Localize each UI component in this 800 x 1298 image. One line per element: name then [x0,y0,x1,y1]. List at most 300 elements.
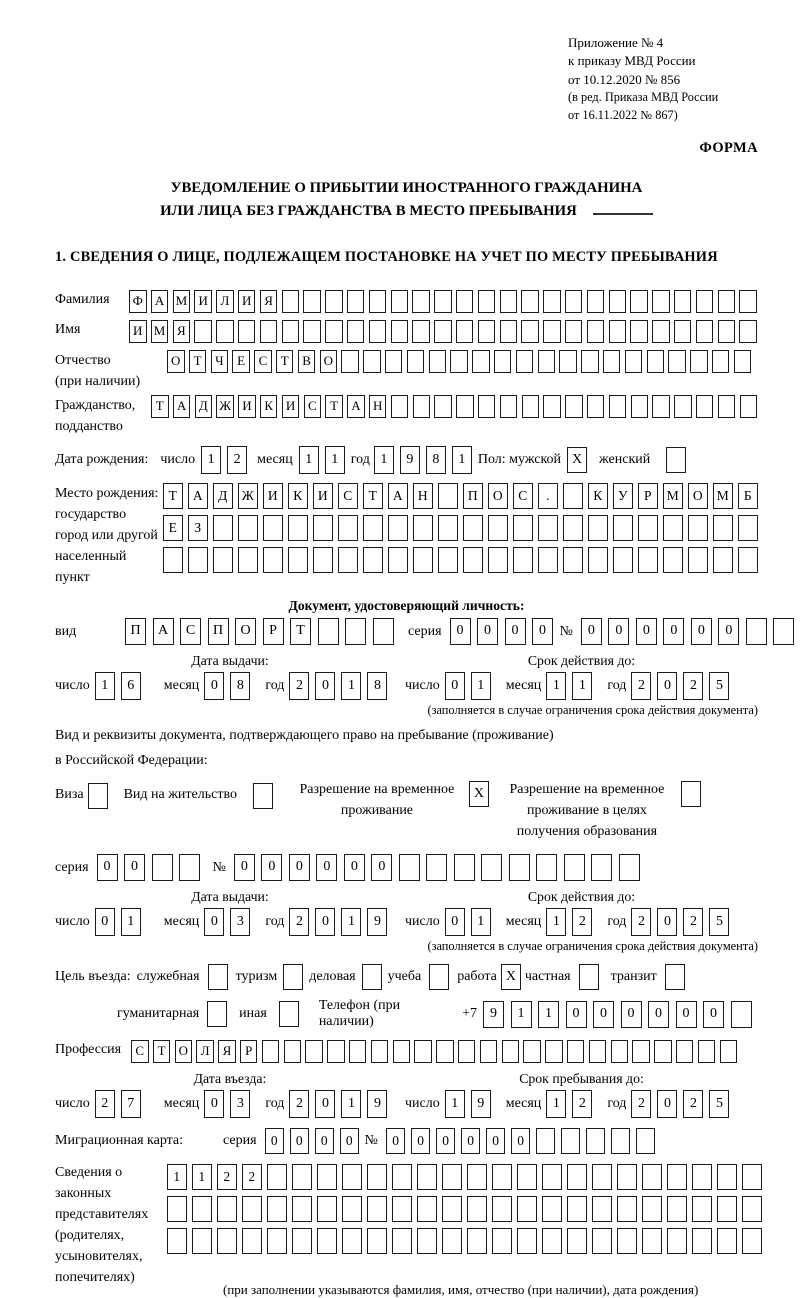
char-box[interactable] [292,1228,312,1254]
char-box[interactable]: 0 [316,854,337,881]
char-box[interactable]: Р [638,483,658,509]
char-box[interactable] [303,320,321,343]
char-box[interactable] [480,1040,498,1063]
char-box[interactable]: 0 [411,1128,431,1154]
purpose-ucheba-checkbox[interactable] [429,964,449,990]
purpose-tranzit-checkbox[interactable] [665,964,685,990]
char-box[interactable]: Т [163,483,183,509]
char-box[interactable] [492,1164,512,1190]
char-box[interactable] [467,1196,487,1222]
char-box[interactable] [179,854,200,881]
char-box[interactable] [238,547,258,573]
char-box[interactable]: 0 [566,1001,587,1028]
char-box[interactable] [325,320,343,343]
phone-input[interactable] [483,1001,758,1028]
char-box[interactable] [456,290,474,313]
char-box[interactable] [663,547,683,573]
char-box[interactable]: 0 [676,1001,697,1028]
char-box[interactable] [391,290,409,313]
char-box[interactable] [516,350,534,373]
char-box[interactable] [586,1128,606,1154]
char-box[interactable] [367,1164,387,1190]
char-box[interactable]: И [238,290,256,313]
char-box[interactable]: Б [738,483,758,509]
char-box[interactable] [318,618,339,645]
char-box[interactable] [521,320,539,343]
char-box[interactable]: 1 [341,1090,361,1118]
char-box[interactable] [642,1164,662,1190]
char-box[interactable] [642,1196,662,1222]
char-box[interactable]: 2 [289,1090,309,1118]
doc-number-input[interactable] [581,618,800,645]
char-box[interactable] [303,290,321,313]
char-box[interactable] [317,1164,337,1190]
char-box[interactable]: 1 [572,672,592,700]
char-box[interactable] [263,515,283,541]
char-box[interactable] [488,515,508,541]
char-box[interactable] [688,547,708,573]
char-box[interactable]: 0 [261,854,282,881]
name-input[interactable] [129,320,761,343]
char-box[interactable] [288,515,308,541]
char-box[interactable] [262,1040,280,1063]
char-box[interactable] [284,1040,302,1063]
char-box[interactable] [538,350,556,373]
purpose-turizm-checkbox[interactable] [283,964,303,990]
char-box[interactable] [667,1164,687,1190]
char-box[interactable] [592,1196,612,1222]
char-box[interactable] [163,547,183,573]
char-box[interactable]: 2 [217,1164,237,1190]
char-box[interactable] [188,547,208,573]
char-box[interactable] [500,395,518,418]
char-box[interactable] [417,1164,437,1190]
char-box[interactable] [413,515,433,541]
char-box[interactable]: 3 [230,908,250,936]
char-box[interactable] [611,1040,629,1063]
char-box[interactable] [611,1128,631,1154]
char-box[interactable]: А [347,395,365,418]
char-box[interactable]: 8 [367,672,387,700]
purpose-rabota-checkbox[interactable]: X [501,964,521,990]
char-box[interactable]: 1 [445,1090,465,1118]
char-box[interactable] [667,1228,687,1254]
char-box[interactable]: 1 [341,672,361,700]
char-box[interactable] [581,350,599,373]
char-box[interactable]: Ф [129,290,147,313]
char-box[interactable] [456,395,474,418]
stay-series-input[interactable] [97,854,207,881]
char-box[interactable] [363,515,383,541]
char-box[interactable] [696,320,714,343]
char-box[interactable] [438,547,458,573]
char-box[interactable]: 0 [340,1128,360,1154]
char-box[interactable] [492,1196,512,1222]
char-box[interactable]: 0 [315,1128,335,1154]
char-box[interactable]: И [129,320,147,343]
char-box[interactable] [563,515,583,541]
char-box[interactable] [638,547,658,573]
char-box[interactable] [317,1228,337,1254]
char-box[interactable] [613,515,633,541]
mc-number-input[interactable] [386,1128,661,1154]
char-box[interactable]: Т [153,1040,171,1063]
char-box[interactable]: 0 [124,854,145,881]
char-box[interactable] [522,395,540,418]
char-box[interactable]: Я [173,320,191,343]
char-box[interactable] [363,350,381,373]
stay-issue-year[interactable] [289,908,393,936]
char-box[interactable] [434,395,452,418]
temp-permit-edu-checkbox[interactable] [681,781,701,807]
patronymic-input[interactable] [167,350,756,373]
entry-month[interactable] [204,1090,256,1118]
char-box[interactable]: 2 [95,1090,115,1118]
char-box[interactable] [642,1228,662,1254]
char-box[interactable]: 1 [121,908,141,936]
char-box[interactable] [341,350,359,373]
char-box[interactable] [718,320,736,343]
char-box[interactable] [152,854,173,881]
char-box[interactable]: 0 [477,618,498,645]
char-box[interactable]: З [188,515,208,541]
char-box[interactable] [305,1040,323,1063]
char-box[interactable] [587,395,605,418]
doc-valid-month[interactable] [546,672,598,700]
char-box[interactable] [538,547,558,573]
char-box[interactable] [478,395,496,418]
char-box[interactable] [654,1040,672,1063]
char-box[interactable] [347,290,365,313]
char-box[interactable]: А [173,395,191,418]
char-box[interactable]: А [151,290,169,313]
char-box[interactable] [338,547,358,573]
char-box[interactable] [478,290,496,313]
char-box[interactable] [213,547,233,573]
char-box[interactable]: 0 [315,672,335,700]
char-box[interactable]: 0 [234,854,255,881]
char-box[interactable] [217,1196,237,1222]
char-box[interactable] [434,290,452,313]
char-box[interactable] [417,1196,437,1222]
female-checkbox[interactable] [666,447,686,473]
char-box[interactable] [739,320,757,343]
birth-place-row-3[interactable] [163,547,763,573]
char-box[interactable] [543,320,561,343]
char-box[interactable] [242,1228,262,1254]
char-box[interactable] [538,515,558,541]
char-box[interactable] [536,1128,556,1154]
char-box[interactable] [630,320,648,343]
char-box[interactable]: С [131,1040,149,1063]
char-box[interactable] [467,1228,487,1254]
char-box[interactable]: Л [196,1040,214,1063]
char-box[interactable] [288,547,308,573]
char-box[interactable]: Т [276,350,294,373]
char-box[interactable] [630,290,648,313]
char-box[interactable] [267,1228,287,1254]
char-box[interactable]: А [153,618,174,645]
residence-permit-checkbox[interactable] [253,783,273,809]
char-box[interactable] [619,854,640,881]
char-box[interactable] [242,1196,262,1222]
char-box[interactable]: Т [290,618,311,645]
char-box[interactable] [738,515,758,541]
char-box[interactable]: 1 [538,1001,559,1028]
char-box[interactable] [213,515,233,541]
birth-month-input[interactable] [299,446,351,474]
char-box[interactable] [561,1128,581,1154]
char-box[interactable] [542,1228,562,1254]
char-box[interactable]: 0 [95,908,115,936]
char-box[interactable] [587,320,605,343]
char-box[interactable] [742,1196,762,1222]
char-box[interactable] [313,547,333,573]
doc-issue-month[interactable] [204,672,256,700]
char-box[interactable] [438,515,458,541]
char-box[interactable] [734,350,752,373]
char-box[interactable] [718,395,736,418]
char-box[interactable]: 0 [461,1128,481,1154]
char-box[interactable] [667,1196,687,1222]
char-box[interactable]: П [208,618,229,645]
char-box[interactable] [438,483,458,509]
entry-year[interactable] [289,1090,393,1118]
char-box[interactable] [194,320,212,343]
char-box[interactable]: 1 [511,1001,532,1028]
char-box[interactable]: 0 [386,1128,406,1154]
char-box[interactable] [392,1164,412,1190]
char-box[interactable] [688,515,708,541]
char-box[interactable] [717,1164,737,1190]
char-box[interactable]: 0 [532,618,553,645]
char-box[interactable] [478,320,496,343]
char-box[interactable] [663,515,683,541]
char-box[interactable]: Т [363,483,383,509]
char-box[interactable] [676,1040,694,1063]
char-box[interactable] [492,1228,512,1254]
char-box[interactable]: 5 [709,908,729,936]
char-box[interactable] [391,395,409,418]
char-box[interactable] [567,1164,587,1190]
char-box[interactable]: 1 [95,672,115,700]
char-box[interactable] [373,618,394,645]
char-box[interactable]: Р [240,1040,258,1063]
char-box[interactable] [617,1228,637,1254]
char-box[interactable]: 5 [709,672,729,700]
surname-input[interactable] [129,290,761,313]
char-box[interactable] [696,395,714,418]
citizenship-input[interactable] [151,395,761,418]
char-box[interactable]: 0 [593,1001,614,1028]
char-box[interactable] [393,1040,411,1063]
char-box[interactable]: 0 [621,1001,642,1028]
char-box[interactable] [413,395,431,418]
char-box[interactable] [521,290,539,313]
stay-valid-day[interactable] [445,908,497,936]
char-box[interactable]: 0 [289,854,310,881]
representatives-row-3[interactable] [167,1228,767,1254]
char-box[interactable]: 0 [265,1128,285,1154]
char-box[interactable]: 0 [505,618,526,645]
char-box[interactable] [592,1164,612,1190]
char-box[interactable] [674,320,692,343]
char-box[interactable]: 2 [631,1090,651,1118]
stay-valid-month[interactable] [546,908,598,936]
char-box[interactable]: 2 [242,1164,262,1190]
char-box[interactable]: К [288,483,308,509]
char-box[interactable] [454,854,475,881]
stay-issue-month[interactable] [204,908,256,936]
profession-input[interactable] [131,1040,741,1063]
char-box[interactable]: 8 [230,672,250,700]
char-box[interactable] [542,1196,562,1222]
purpose-inaya-checkbox[interactable] [279,1001,299,1027]
char-box[interactable] [713,515,733,541]
char-box[interactable] [363,547,383,573]
char-box[interactable] [417,1228,437,1254]
char-box[interactable] [494,350,512,373]
char-box[interactable] [740,395,758,418]
char-box[interactable] [481,854,502,881]
char-box[interactable] [463,547,483,573]
char-box[interactable] [564,854,585,881]
char-box[interactable]: 3 [230,1090,250,1118]
char-box[interactable]: Д [195,395,213,418]
char-box[interactable] [349,1040,367,1063]
char-box[interactable] [385,350,403,373]
char-box[interactable] [407,350,425,373]
char-box[interactable]: И [238,395,256,418]
char-box[interactable] [167,1196,187,1222]
char-box[interactable]: 2 [289,908,309,936]
purpose-gumanitarnaya-checkbox[interactable] [207,1001,227,1027]
char-box[interactable] [282,320,300,343]
char-box[interactable]: 1 [167,1164,187,1190]
char-box[interactable] [216,320,234,343]
stay-number-input[interactable] [234,854,647,881]
char-box[interactable]: 0 [691,618,712,645]
char-box[interactable] [367,1196,387,1222]
char-box[interactable] [652,290,670,313]
char-box[interactable] [263,547,283,573]
char-box[interactable]: Ж [238,483,258,509]
char-box[interactable] [742,1228,762,1254]
char-box[interactable] [690,350,708,373]
stay-until-year[interactable] [631,1090,735,1118]
char-box[interactable]: 0 [445,672,465,700]
char-box[interactable] [625,350,643,373]
char-box[interactable]: С [338,483,358,509]
birth-place-row-2[interactable] [163,515,763,541]
char-box[interactable] [502,1040,520,1063]
char-box[interactable]: Т [151,395,169,418]
char-box[interactable]: 2 [289,672,309,700]
char-box[interactable]: С [513,483,533,509]
char-box[interactable] [631,395,649,418]
char-box[interactable]: Е [163,515,183,541]
char-box[interactable]: 0 [344,854,365,881]
representatives-row-1[interactable] [167,1164,767,1190]
char-box[interactable]: 2 [572,908,592,936]
birth-year-input[interactable] [374,446,478,474]
char-box[interactable]: 0 [204,672,224,700]
char-box[interactable] [442,1196,462,1222]
char-box[interactable] [167,1228,187,1254]
char-box[interactable] [567,1040,585,1063]
entry-day[interactable] [95,1090,147,1118]
char-box[interactable] [692,1164,712,1190]
doc-series-input[interactable] [450,618,560,645]
char-box[interactable] [392,1196,412,1222]
char-box[interactable] [609,290,627,313]
char-box[interactable] [513,547,533,573]
char-box[interactable]: 1 [452,446,472,474]
char-box[interactable] [567,1196,587,1222]
char-box[interactable] [371,1040,389,1063]
char-box[interactable] [292,1196,312,1222]
char-box[interactable] [692,1196,712,1222]
char-box[interactable]: 1 [341,908,361,936]
char-box[interactable] [434,320,452,343]
char-box[interactable] [267,1196,287,1222]
char-box[interactable] [456,320,474,343]
char-box[interactable] [517,1228,537,1254]
char-box[interactable] [746,618,767,645]
char-box[interactable]: 5 [709,1090,729,1118]
char-box[interactable] [325,290,343,313]
char-box[interactable]: 0 [718,618,739,645]
char-box[interactable] [412,320,430,343]
char-box[interactable]: Н [369,395,387,418]
purpose-sluzhebnaya-checkbox[interactable] [208,964,228,990]
char-box[interactable] [542,1164,562,1190]
char-box[interactable]: 0 [648,1001,669,1028]
char-box[interactable] [467,1164,487,1190]
char-box[interactable] [414,1040,432,1063]
char-box[interactable] [342,1228,362,1254]
char-box[interactable] [517,1164,537,1190]
char-box[interactable] [458,1040,476,1063]
char-box[interactable] [696,290,714,313]
char-box[interactable]: 2 [631,672,651,700]
char-box[interactable] [436,1040,454,1063]
char-box[interactable] [720,1040,738,1063]
char-box[interactable]: 2 [683,1090,703,1118]
char-box[interactable]: 1 [201,446,221,474]
purpose-chastnaya-checkbox[interactable] [579,964,599,990]
char-box[interactable] [442,1164,462,1190]
char-box[interactable]: В [298,350,316,373]
char-box[interactable] [367,1228,387,1254]
char-box[interactable]: 0 [450,618,471,645]
char-box[interactable]: О [688,483,708,509]
char-box[interactable]: 8 [426,446,446,474]
char-box[interactable] [567,1228,587,1254]
stay-until-month[interactable] [546,1090,598,1118]
birth-day-input[interactable] [201,446,253,474]
stay-issue-day[interactable] [95,908,147,936]
char-box[interactable] [217,1228,237,1254]
doc-issue-day[interactable] [95,672,147,700]
char-box[interactable]: О [175,1040,193,1063]
char-box[interactable] [565,290,583,313]
char-box[interactable] [517,1196,537,1222]
char-box[interactable]: 0 [371,854,392,881]
char-box[interactable] [488,547,508,573]
char-box[interactable]: 7 [121,1090,141,1118]
char-box[interactable]: 2 [227,446,247,474]
